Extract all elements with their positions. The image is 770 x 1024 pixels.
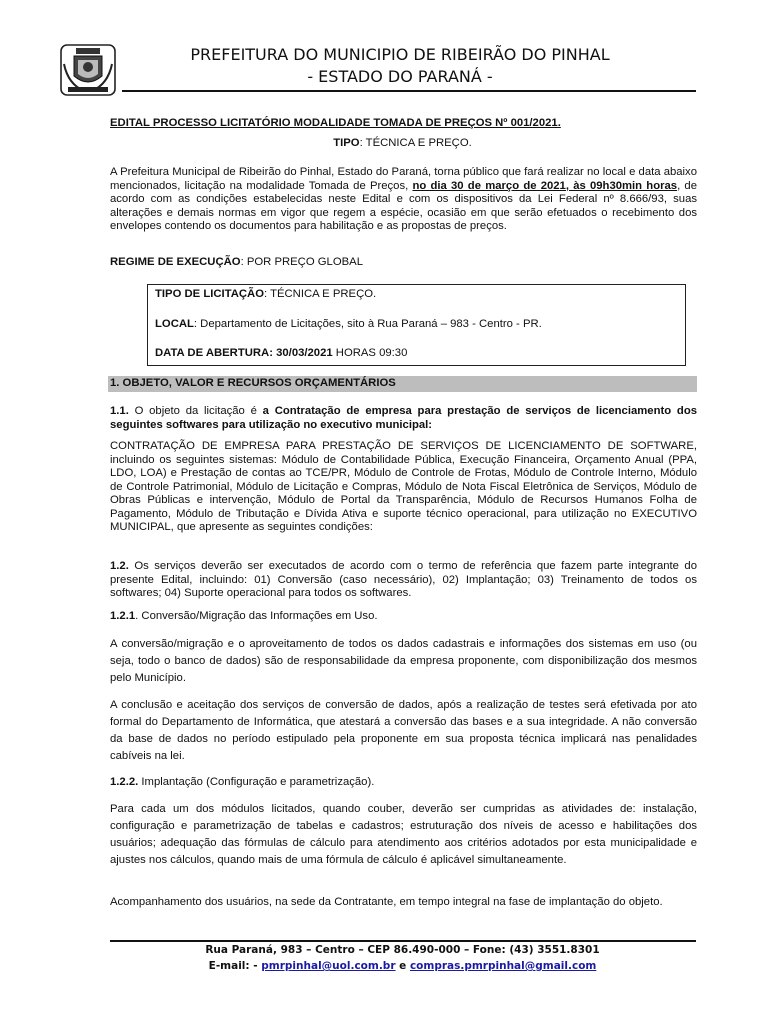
conversao-paragraph-1: A conversão/migração e o aproveitamento de todos os dados cadastrais e informações dos sistemas em uso (ou seja, todo o banco de dados) são de responsabilidade da empresa proponente, com disponibilização dos mesmos pelo Município. — [110, 638, 697, 684]
intro-date: no dia 30 de março de 2021, às 09h30min horas — [412, 179, 678, 192]
paragraph-1-2-1 — [110, 610, 695, 624]
regime-label: REGIME DE EXECUÇÃO — [110, 256, 241, 268]
p12-text: Os serviços deverão ser executados de acordo com o termo de referência que fazem parte integrante do presente Edital, incluindo: 01) Conversão (caso necessário), 02) Implantação; 03) Treinamento de todos os softwares; 04) Suporte operacional para todos os softwares. — [110, 560, 697, 599]
p122-num: 1.2.2. — [110, 776, 139, 788]
p11-bold: a Contratação de empresa para prestação de serviços de licenciamento dos seguintes softwares para utilização no executivo municipal: — [110, 405, 697, 431]
p121-num: 1.2.1 — [110, 610, 136, 622]
contratacao-paragraph: CONTRATAÇÃO DE EMPRESA PARA PRESTAÇÃO DE SERVIÇOS DE LICENCIAMENTO DE SOFTWARE, incluindo os seguintes sistemas: Módulo de Contabilidade Pública, Execução Financeira, Orçamento Anual (PPA, LDO, LOA) e Prestação de contas ao TCE/PR, Módulo de Controle de Frotas, Módulo de Controle Interno, Módulo de Controle Patrimonial, Módulo de Licitação e Compras, Módulo de Nota Fiscal Eletrônica de Serviços, Módulo de Obras Públicas e intervenção, Módulo de Portal da Transparência, Módulo de Recursos Humanos Folha de Pagamento, Módulo de Tributação e Dívida Ativa e suporte técnico operacional, para utilização no EXECUTIVO MUNICIPAL, que apresente as seguintes condições: — [110, 440, 697, 533]
regime-line — [110, 256, 695, 270]
paragraph-1-2 — [110, 560, 697, 601]
header-state-name: - ESTADO DO PARANÁ - — [307, 67, 493, 86]
conversao-paragraph-2: A conclusão e aceitação dos serviços de conversão de dados, após a realização de testes será efetivada por ato formal do Departamento de Informática, que atestará a conversão das bases e a sua integridade. A não conversão da base de dados no período estipulado pela proponente em sua proposta técnica implicará nas penalidades cabíveis na lei. — [110, 699, 697, 762]
footer-address: Rua Paraná, 983 – Centro – CEP 86.490-000 – Fone: (43) 3551.8301 — [205, 944, 600, 956]
box-local-line — [155, 318, 675, 332]
box-tipo-line — [155, 288, 675, 302]
tipo-label: TIPO — [333, 137, 360, 149]
box-data-label: DATA DE ABERTURA: 30/03/2021 — [155, 347, 333, 359]
intro-text-a: A Prefeitura Municipal de Ribeirão do Pinhal, Estado do Paraná, torna público que fará realizar no local e data abaixo mencionados, licitação na modalidade Tomada de Preços, — [110, 166, 697, 192]
paragraph-1-1 — [110, 405, 697, 432]
section-1-title: 1. OBJETO, VALOR E RECURSOS ORÇAMENTÁRIOS — [110, 377, 396, 389]
p122-text: Implantação (Configuração e parametrização). — [138, 776, 375, 788]
header-rule — [122, 90, 696, 92]
p121-text: . Conversão/Migração das Informações em Uso. — [135, 610, 378, 622]
p11-text: O objeto da licitação é — [128, 405, 263, 417]
email-link-uol[interactable]: pmrpinhal@uol.com.br — [261, 960, 396, 972]
edital-title: EDITAL PROCESSO LICITATÓRIO MODALIDADE TOMADA DE PREÇOS Nº 001/2021. — [110, 117, 561, 129]
box-data-line — [155, 347, 675, 361]
intro-paragraph — [110, 166, 697, 234]
footer-email-line — [110, 959, 695, 974]
tipo-value: : TÉCNICA E PREÇO. — [359, 137, 472, 149]
box-local-value: : Departamento de Licitações, sito à Rua Paraná – 983 - Centro - PR. — [193, 318, 542, 330]
box-local-label: LOCAL — [155, 318, 194, 330]
p11-num: 1.1. — [110, 405, 129, 417]
paragraph-1-2-2 — [110, 776, 695, 790]
header-municipality-name: PREFEITURA DO MUNICIPIO DE RIBEIRÃO DO PINHAL — [190, 45, 610, 64]
municipal-coat-of-arms-logo — [60, 44, 116, 96]
box-tipo-value: : TÉCNICA E PREÇO. — [264, 288, 377, 300]
footer-email-separator: e — [395, 960, 410, 972]
tipo-line — [110, 137, 695, 151]
footer-rule — [110, 940, 696, 942]
box-tipo-label: TIPO DE LICITAÇÃO — [155, 288, 264, 300]
box-data-value: HORAS 09:30 — [332, 347, 408, 359]
p12-num: 1.2. — [110, 560, 129, 572]
footer-email-prefix: E-mail: - — [208, 960, 262, 972]
acompanhamento-paragraph: Acompanhamento dos usuários, na sede da Contratante, em tempo integral na fase de implantação do objeto. — [110, 896, 663, 908]
regime-value: : POR PREÇO GLOBAL — [240, 256, 363, 268]
intro-text-b: , de acordo com as condições estabelecidas neste Edital e com os dispositivos da Lei Federal nº 8.666/93, suas alterações e demais normas em vigor que regem a espécie, ocasião em que serão efetuados o recebimento dos envelopes contendo os documentos para habilitação e as propostas de preços. — [110, 179, 697, 232]
implantacao-paragraph: Para cada um dos módulos licitados, quando couber, deverão ser cumpridas as atividades de: instalação, configuração e parametrização de tabelas e cadastros; estruturação dos níveis de acesso e habilitações dos usuários; adequação das fórmulas de cálculo para atendimento aos critérios adotados por esta municipalidade e ajustes nos cálculos, quando mais de uma fórmula de cálculo é aplicável simultaneamente. — [110, 803, 697, 866]
email-link-gmail[interactable]: compras.pmrpinhal@gmail.com — [409, 960, 597, 972]
